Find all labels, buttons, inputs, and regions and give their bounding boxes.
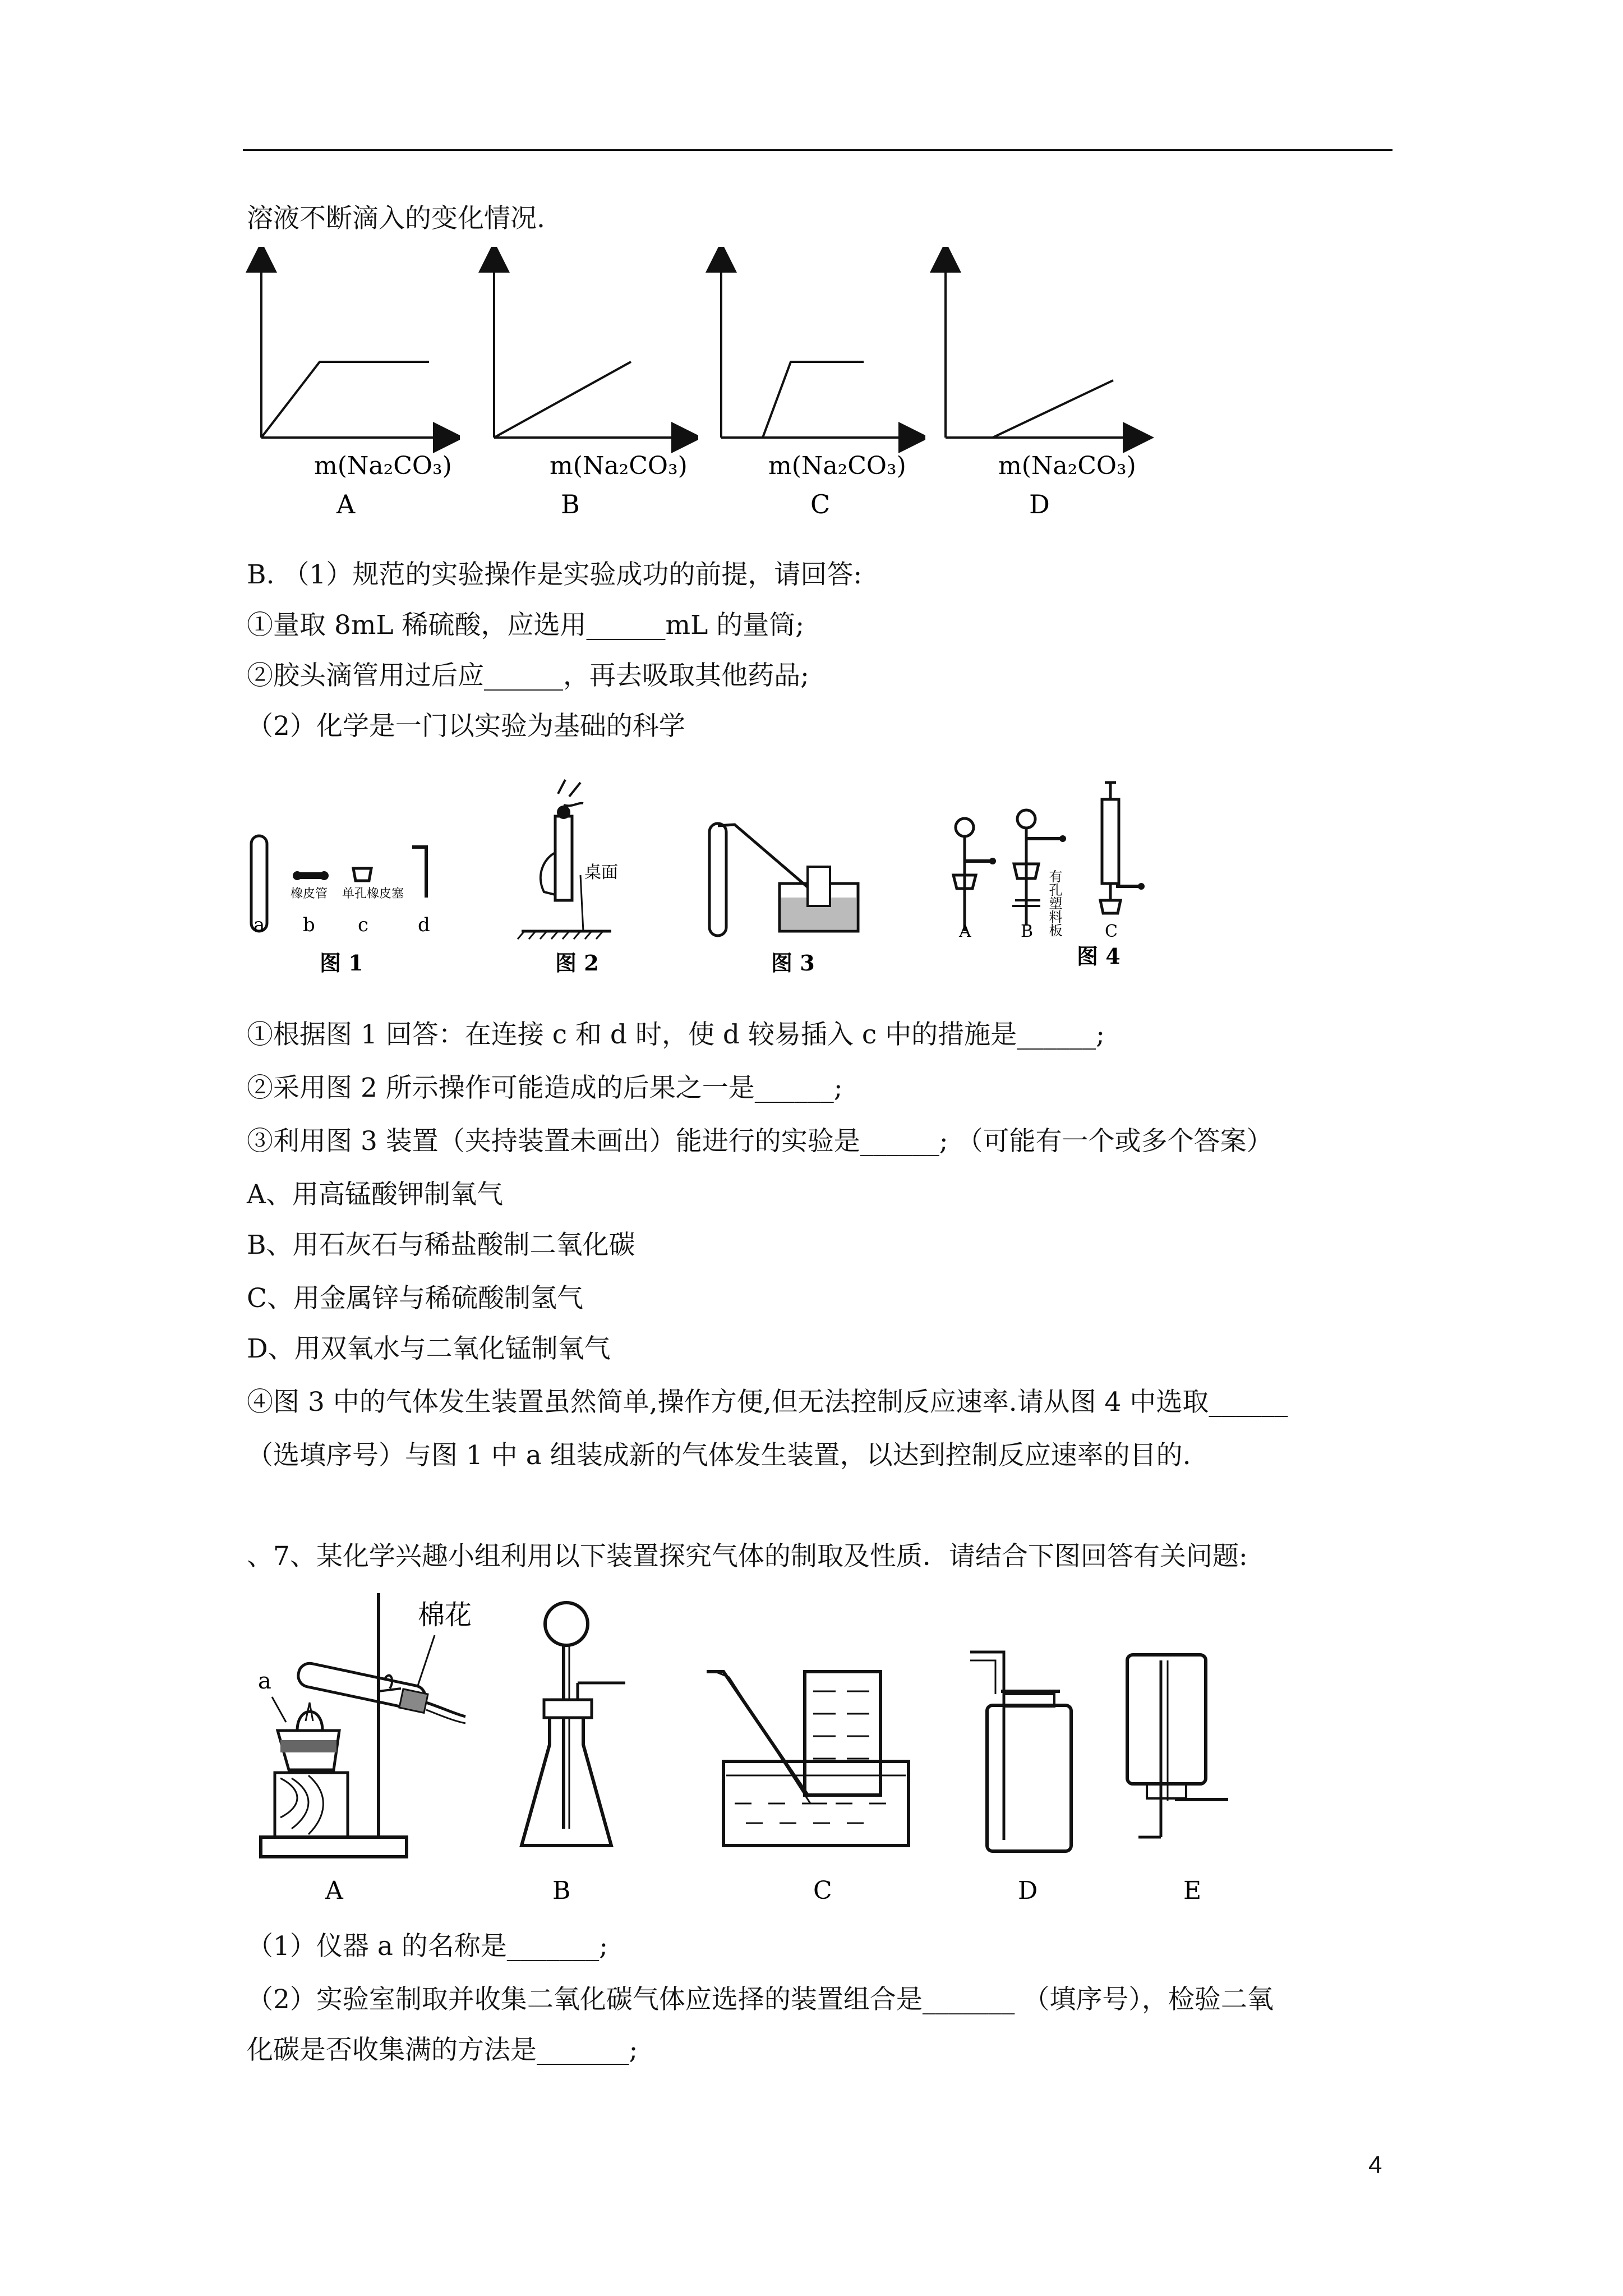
graph-c-letter: C xyxy=(810,489,831,516)
q7-q2-line1: （2）实验室制取并收集二氧化碳气体应选择的装置组合是_______ （填序号），检验二氧 xyxy=(247,1984,1274,2015)
fig1-letter-a: a xyxy=(253,914,265,936)
option-c: C、用金属锌与稀硫酸制氢气 xyxy=(247,1283,583,1314)
intro-line: 溶液不断滴入的变化情况. xyxy=(247,203,545,234)
apparatus-e-inverted-bottle xyxy=(1127,1655,1228,1837)
fig1-glass-tube-d xyxy=(412,847,426,898)
graph-b-xlabel: m(Na₂CO₃) xyxy=(550,452,688,480)
fig2-label: 桌面 xyxy=(584,863,618,882)
partb-q2-4-line2: （选填序号）与图 1 中 a 组装成新的气体发生装置，以达到控制反应速率的目的. xyxy=(247,1440,1191,1471)
fig1-letter-b: b xyxy=(303,914,315,936)
header-rule xyxy=(243,149,1393,151)
fig4-label: 有孔塑料板 xyxy=(1046,869,1062,937)
partb-q2-1: ①根据图 1 回答：在连接 c 和 d 时，使 d 较易插入 c 中的措施是______; xyxy=(247,1019,1105,1050)
q7-apparatus-row xyxy=(241,1582,1307,1907)
partb-q2-3: ③利用图 3 装置（夹持装置未画出）能进行的实验是______; （可能有一个或多个答案） xyxy=(247,1126,1273,1157)
partb-q1-b: ②胶头滴管用过后应______，再去吸取其他药品; xyxy=(247,660,809,691)
partb-q2-2: ②采用图 2 所示操作可能造成的后果之一是______; xyxy=(247,1073,843,1103)
option-a: A、用高锰酸钾制氧气 xyxy=(247,1179,503,1210)
apparatus-letter-b: B xyxy=(552,1876,571,1905)
apparatus-b-conical-flask xyxy=(522,1603,625,1846)
graph-b xyxy=(474,247,698,516)
apparatus-a-label-cotton: 棉花 xyxy=(418,1599,472,1631)
apparatus-letter-e: E xyxy=(1183,1876,1202,1905)
fig3-tube-trough xyxy=(709,823,858,936)
fig4-letter-c: C xyxy=(1105,922,1118,941)
apparatus-letter-c: C xyxy=(813,1876,832,1905)
fig4-letter-a: A xyxy=(959,922,971,941)
apparatus-a-label-a: a xyxy=(258,1668,271,1694)
lab-figures-row xyxy=(241,763,1251,987)
fig1-stopper-c xyxy=(353,868,371,881)
partb-q2-title: （2）化学是一门以实验为基础的科学 xyxy=(247,711,685,742)
option-b: B、用石灰石与稀盐酸制二氧化碳 xyxy=(247,1230,635,1260)
partb-q2-4-line1: ④图 3 中的气体发生装置虽然简单,操作方便,但无法控制反应速率.请从图 4 中选取______ xyxy=(247,1387,1288,1418)
fig3-caption: 图 3 xyxy=(771,950,815,976)
apparatus-c-water-trough xyxy=(707,1672,909,1846)
graph-c-xlabel: m(Na₂CO₃) xyxy=(768,452,906,480)
graph-b-letter: B xyxy=(561,489,580,516)
fig1-b-label: 橡皮管 xyxy=(291,887,328,901)
fig4-letter-b: B xyxy=(1021,922,1034,941)
option-d: D、用双氧水与二氧化锰制氧气 xyxy=(247,1333,611,1364)
graph-d-letter: D xyxy=(1029,489,1050,516)
graph-a-letter: A xyxy=(336,489,356,516)
partb-q1-a: ①量取 8mL 稀硫酸，应选用______mL 的量筒; xyxy=(247,610,805,641)
apparatus-letter-d: D xyxy=(1018,1876,1038,1905)
graph-d xyxy=(925,247,1161,516)
q7-q1: （1）仪器 a 的名称是_______; xyxy=(247,1931,608,1962)
q7-q2-line2: 化碳是否收集满的方法是_______; xyxy=(247,2035,638,2065)
apparatus-letter-a: A xyxy=(325,1876,343,1905)
fig2-caption: 图 2 xyxy=(555,950,599,976)
graph-c xyxy=(701,247,925,516)
fig1-letter-c: c xyxy=(358,914,369,936)
fig4-syringe-c xyxy=(1100,783,1145,913)
fig1-c-label: 单孔橡皮塞 xyxy=(342,887,404,901)
q7-title: 、7、某化学兴趣小组利用以下装置探究气体的制取及性质．请结合下图回答有关问题: xyxy=(247,1541,1248,1572)
apparatus-a-heating xyxy=(261,1593,465,1857)
fig4-caption: 图 4 xyxy=(1077,944,1121,969)
fig4-apparatus-a xyxy=(953,818,996,931)
fig1-rubber-tube-b xyxy=(293,871,329,880)
fig1-caption: 图 1 xyxy=(320,950,363,976)
graph-d-xlabel: m(Na₂CO₃) xyxy=(998,452,1136,480)
partb-q1-title: B. （1）规范的实验操作是实验成功的前提，请回答: xyxy=(247,559,863,590)
page-number: 4 xyxy=(1368,2151,1382,2179)
apparatus-d-bottle xyxy=(970,1652,1071,1851)
graph-a-xlabel: m(Na₂CO₃) xyxy=(314,452,452,480)
fig2-tube-on-desk xyxy=(518,780,611,939)
fig1-letter-d: d xyxy=(418,914,430,936)
graph-a xyxy=(241,247,460,516)
